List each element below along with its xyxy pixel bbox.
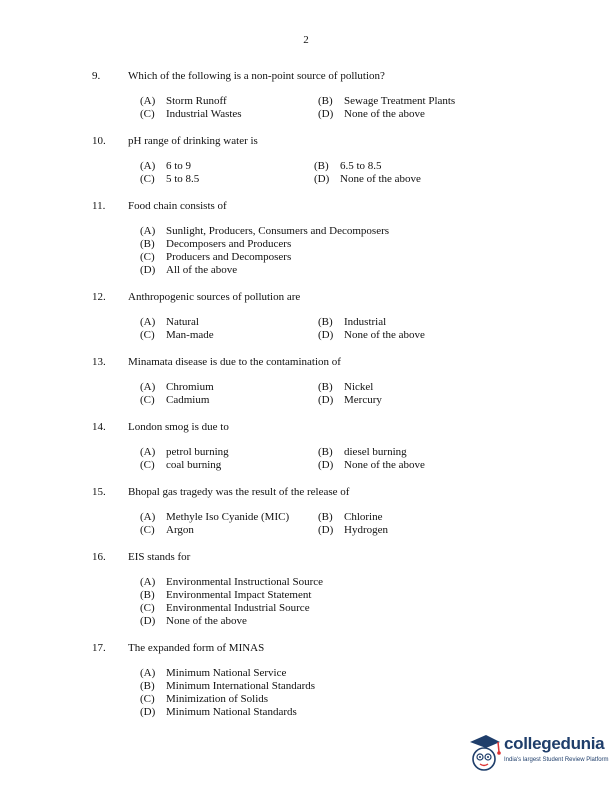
option-d: (D) Hydrogen [318,524,388,536]
question-text: Anthropogenic sources of pollution are [128,291,301,303]
option-c: (C) Man-made [140,329,214,341]
question-number: 12. [92,291,106,303]
option-c: (C) Industrial Wastes [140,108,242,120]
option-d: (D) None of the above [318,108,425,120]
question-text: Minamata disease is due to the contamination of [128,356,341,368]
option-c: (C) Argon [140,524,194,536]
option-a: (A) Natural [140,316,199,328]
option-b: (B) Chlorine [318,511,383,523]
option-b: (B) Sewage Treatment Plants [318,95,456,107]
option-b: (B) diesel burning [318,446,407,458]
option-c: (C) Producers and Decomposers [140,251,292,263]
question-text: The expanded form of MINAS [128,642,265,654]
option-a: (A) Storm Runoff [140,95,227,107]
mascot-icon [466,732,502,776]
option-d: (D) Minimum National Standards [140,706,297,718]
collegedunia-logo [466,732,609,776]
question-text: EIS stands for [128,551,191,563]
question-number: 13. [92,356,106,368]
option-b: (B) Minimum International Standards [140,680,316,692]
option-c: (C) 5 to 8.5 [140,173,200,185]
page-number: 2 [303,34,309,46]
question-number: 10. [92,135,106,147]
option-b: (B) Decomposers and Producers [140,238,292,250]
option-b: (B) 6.5 to 8.5 [314,160,382,172]
question-text: Bhopal gas tragedy was the result of the release of [128,486,350,498]
option-d: (D) All of the above [140,264,238,276]
question-number: 15. [92,486,106,498]
option-c: (C) Minimization of Solids [140,693,269,705]
option-c: (C) Environmental Industrial Source [140,602,310,614]
option-a: (A) petrol burning [140,446,229,458]
option-d: (D) None of the above [314,173,421,185]
option-a: (A) Minimum National Service [140,667,287,679]
option-d: (D) Mercury [318,394,382,406]
question-number: 16. [92,551,106,563]
option-b: (B) Nickel [318,381,374,393]
option-a: (A) 6 to 9 [140,160,192,172]
logo-tagline: India's largest Student Review Platform [504,757,609,763]
question-text: pH range of drinking water is [128,135,258,147]
question-number: 9. [92,70,101,82]
question-text: London smog is due to [128,421,229,433]
question-text: Which of the following is a non-point source of pollution? [128,70,385,82]
option-b: (B) Environmental Impact Statement [140,589,312,601]
option-d: (D) None of the above [140,615,247,627]
option-c: (C) Cadmium [140,394,210,406]
option-d: (D) None of the above [318,329,425,341]
option-a: (A) Sunlight, Producers, Consumers and Decomposers [140,225,390,237]
option-a: (A) Environmental Instructional Source [140,576,324,588]
option-b: (B) Industrial [318,316,387,328]
question-number: 17. [92,642,106,654]
option-a: (A) Chromium [140,381,214,393]
question-number: 11. [92,200,106,212]
option-c: (C) coal burning [140,459,222,471]
logo-wordmark: collegedunia [504,734,605,753]
question-text: Food chain consists of [128,200,227,212]
question-number: 14. [92,421,106,433]
option-d: (D) None of the above [318,459,425,471]
option-a: (A) Methyle Iso Cyanide (MIC) [140,511,290,523]
